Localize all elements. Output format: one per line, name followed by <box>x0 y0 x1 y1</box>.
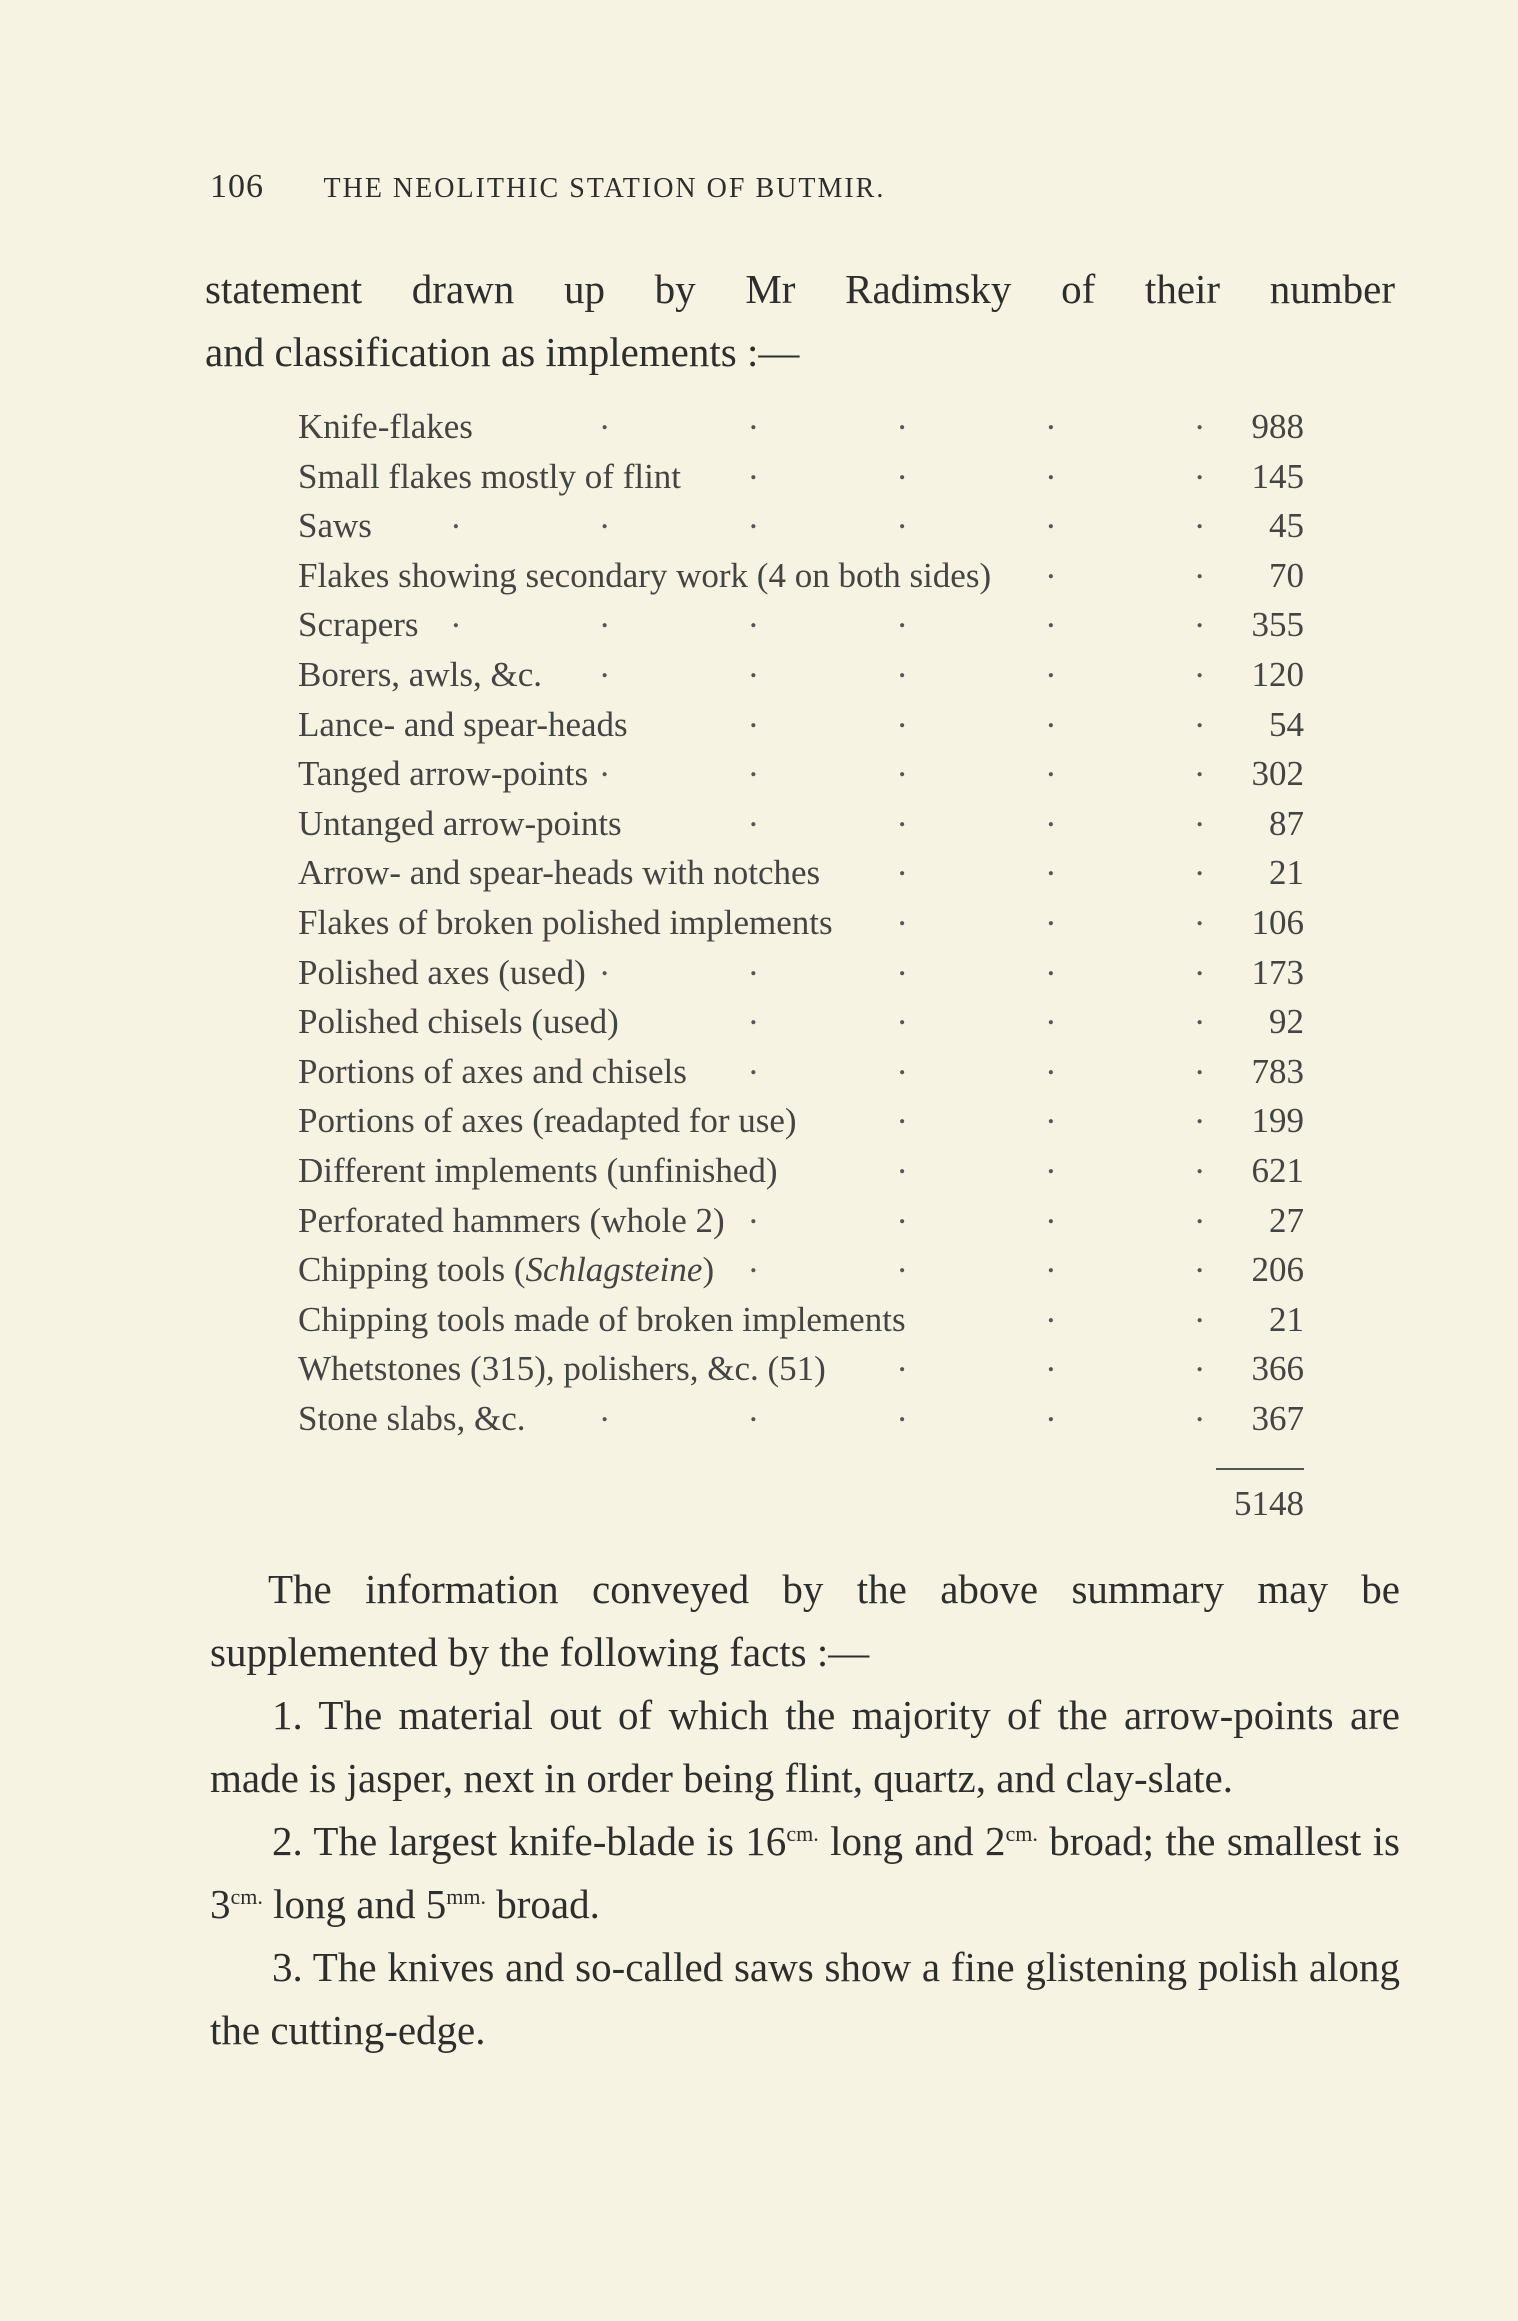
row-label <box>298 506 372 546</box>
dot-leader <box>419 596 1214 636</box>
label-text: Small flakes mostly of flint <box>298 456 682 496</box>
row-value: 54 <box>1269 704 1304 744</box>
intro-paragraph <box>205 258 1395 384</box>
table-row <box>298 696 1304 746</box>
row-value: 355 <box>1251 605 1304 645</box>
label-text: Chipping tools made of broken implements <box>298 1299 906 1339</box>
dot-leader <box>826 1340 1214 1380</box>
row-value: 21 <box>1269 853 1304 893</box>
table-row <box>298 1092 1304 1142</box>
label-text: Arrow- and spear-heads with notches <box>298 853 821 893</box>
label-text: Portions of axes (readapted for use) <box>298 1101 797 1141</box>
row-label <box>298 655 542 695</box>
label-text: Flakes of broken polished implements <box>298 902 833 942</box>
table-row <box>298 497 1304 547</box>
dot-leader <box>525 1390 1214 1430</box>
row-value: 173 <box>1251 952 1304 992</box>
label-text: Borers, awls, &c. <box>298 654 542 694</box>
table-row <box>298 1241 1304 1291</box>
row-label <box>298 605 419 645</box>
dot-leader <box>833 894 1214 934</box>
dot-leader <box>714 1241 1214 1281</box>
dot-leader <box>588 745 1214 785</box>
row-value: 367 <box>1251 1398 1304 1438</box>
row-value: 783 <box>1251 1051 1304 1091</box>
unit: cm. <box>1005 1821 1038 1846</box>
row-label <box>298 1002 619 1042</box>
row-value: 87 <box>1269 803 1304 843</box>
row-value: 366 <box>1251 1349 1304 1389</box>
label-text: Polished axes (used) <box>298 952 586 992</box>
row-label <box>298 853 820 893</box>
dot-leader <box>586 944 1214 984</box>
row-value: 145 <box>1251 456 1304 496</box>
row-label <box>298 407 473 447</box>
dot-leader <box>473 398 1214 438</box>
dot-leader <box>622 795 1214 835</box>
table-row <box>298 894 1304 944</box>
text: long and 2 <box>818 1818 1006 1864</box>
row-label <box>298 1201 725 1241</box>
row-value: 988 <box>1251 407 1304 446</box>
dot-leader <box>619 993 1214 1033</box>
paragraph: The information conveyed by the above summary may be supplemented by the following facts :— <box>210 1566 1400 1675</box>
dot-leader <box>542 646 1214 686</box>
row-label <box>298 754 588 794</box>
table-row <box>298 398 1304 448</box>
label-text: Lance- and spear-heads <box>298 704 628 744</box>
label-text: Whetstones (315), polishers, &c. (51) <box>298 1349 826 1389</box>
label-text: Knife-flakes <box>298 407 473 446</box>
table-row <box>298 844 1304 894</box>
paragraph: 1. The material out of which the majority of the arrow-points are made is jasper, next in order being flint, quartz, and clay-slate. <box>210 1692 1400 1801</box>
dot-leader <box>725 1192 1214 1232</box>
label-text: Different implements (unfinished) <box>298 1150 778 1190</box>
text: 2. The largest knife-blade is 16 <box>272 1818 787 1864</box>
table-total: 5148 <box>1234 1484 1304 1523</box>
dot-leader <box>687 1043 1214 1083</box>
row-label <box>298 1151 778 1191</box>
total-rule <box>1216 1468 1304 1470</box>
row-value: 120 <box>1251 654 1304 694</box>
row-value: 621 <box>1251 1150 1304 1190</box>
table-row <box>298 745 1304 795</box>
label-text: Untanged arrow-points <box>298 803 622 843</box>
label-text: Tanged arrow-points <box>298 754 589 794</box>
table-row <box>298 646 1304 696</box>
row-label <box>298 1250 714 1290</box>
unit: mm. <box>446 1884 486 1909</box>
row-label <box>298 1349 826 1389</box>
table-row <box>298 1043 1304 1093</box>
row-label <box>298 1101 797 1141</box>
dot-leader <box>628 696 1214 736</box>
label-text: Portions of axes and chisels <box>298 1051 687 1091</box>
row-label <box>298 1399 525 1439</box>
body-text <box>210 1558 1400 2062</box>
row-value: 302 <box>1251 754 1304 794</box>
row-value: 206 <box>1251 1250 1304 1290</box>
table-row <box>298 1192 1304 1242</box>
label-text: Flakes showing secondary work (4 on both sides) <box>298 555 992 595</box>
row-label <box>298 953 586 993</box>
table-row <box>298 795 1304 845</box>
row-value: 27 <box>1269 1200 1304 1240</box>
label-text: Scrapers <box>298 605 419 645</box>
paragraph <box>210 1810 1400 1936</box>
dot-leader <box>778 1142 1214 1182</box>
label-text: Stone slabs, &c. <box>298 1398 526 1438</box>
row-value: 199 <box>1251 1101 1304 1141</box>
text: broad. <box>485 1881 600 1927</box>
text: broad; the smallest is 3 <box>210 1818 1401 1927</box>
row-label <box>298 556 991 596</box>
row-label <box>298 457 681 497</box>
table-row <box>298 944 1304 994</box>
paragraph: 3. The knives and so-called saws show a fine glistening polish along the cutting-edge. <box>210 1944 1400 2053</box>
row-label <box>298 903 833 943</box>
label-text: ) <box>702 1250 715 1290</box>
dot-leader <box>372 497 1214 537</box>
row-label <box>298 705 628 745</box>
table-row <box>298 993 1304 1043</box>
table-row <box>298 448 1304 498</box>
label-text: Perforated hammers (whole 2) <box>298 1200 725 1240</box>
table-row <box>298 547 1304 597</box>
table-row <box>298 1390 1304 1440</box>
table-row <box>298 1142 1304 1192</box>
intro-line: and classification as implements :— <box>205 329 800 375</box>
row-label <box>298 804 622 844</box>
label-text: Chipping tools ( <box>298 1250 526 1290</box>
unit: cm. <box>230 1884 263 1909</box>
table-row <box>298 1340 1304 1390</box>
label-text: Polished chisels (used) <box>298 1002 619 1042</box>
dot-leader <box>681 448 1214 488</box>
row-value: 70 <box>1269 555 1304 595</box>
dot-leader <box>797 1092 1214 1132</box>
row-value: 45 <box>1269 506 1304 546</box>
dot-leader <box>906 1291 1214 1331</box>
label-text: Saws <box>298 506 372 546</box>
unit: cm. <box>786 1821 819 1846</box>
implements-table <box>298 398 1304 1439</box>
table-row <box>298 596 1304 646</box>
text: long and 5 <box>262 1881 447 1927</box>
row-value: 106 <box>1251 902 1304 942</box>
table-row <box>298 1291 1304 1341</box>
row-label <box>298 1300 906 1340</box>
label-italic: Schlagsteine <box>525 1250 703 1290</box>
row-label <box>298 1052 687 1092</box>
row-value: 92 <box>1269 1002 1304 1042</box>
dot-leader <box>991 547 1214 587</box>
row-value: 21 <box>1269 1299 1304 1339</box>
page-number: 106 <box>210 168 264 205</box>
intro-line: statement drawn up by Mr Radimsky of their number <box>205 266 1395 312</box>
running-title: THE NEOLITHIC STATION OF BUTMIR. <box>323 173 886 204</box>
dot-leader <box>820 844 1214 884</box>
running-header <box>210 168 885 206</box>
